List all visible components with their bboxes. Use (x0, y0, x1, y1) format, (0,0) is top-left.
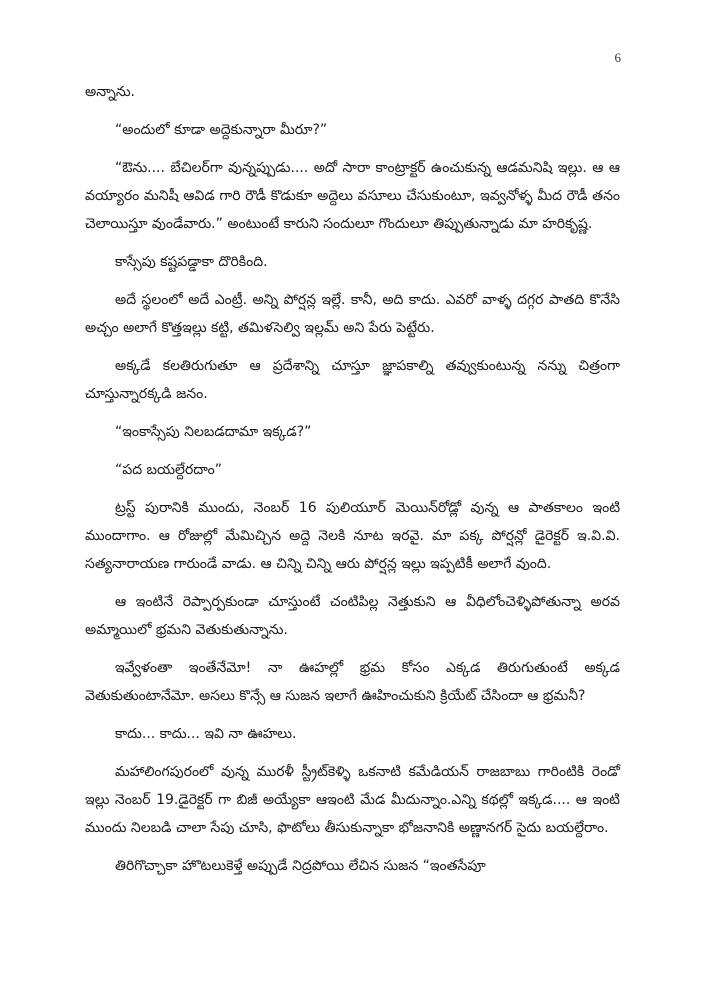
paragraph: మహాలింగపురంలో వున్న మురళీ స్ట్రీట్‌కెళ్ళి ఒకనాటి కమేడియన్ రాజబాబు గారింటికి రెండో ఇల్లు నెంబర్ 19.డైరెక్టర్ గా బిజీ అయ్యేకా ఆఇంటి మేడ మీదున్నాం.ఎన్ని కథల్లో ఇక్కడ.... ఆ ఇంటి ముందు నిలబడి చాలా సేపు చూసి, ఫొటోలు తీసుకున్నాకా భోజనానికి అణ్ణానగర్ సైదు బయల్దేరాం. (85, 764, 620, 836)
paragraph: అన్నాను. (85, 84, 135, 100)
paragraph: ట్రస్ట్ పురానికి ముందు, నెంబర్ 16 పులియూర్ మెయిన్‌రోడ్లో వున్న ఆ పాతకాలం ఇంటి ముందాగాం. ఆ రోజుల్లో మేమిచ్చిన అద్దె నెలకి నూట ఇరవై. మా పక్క పోర్షన్లో డైరెక్టర్ ఇ.వి.వి. సత్యనారాయణ గారుండే వాడు. ఆ చిన్ని చిన్ని ఆరు పోర్షన్ల ఇల్లు ఇప్పటికీ అలాగే వుంది. (85, 500, 620, 572)
body-text (85, 78, 620, 890)
paragraph: “ఔను.... బేచిలర్‌గా వున్నప్పుడు.... అదో సారా కాంట్రాక్టర్ ఉంచుకున్న ఆడమనిషి ఇల్లు. ఆ ఆ వయ్యారం మనిషీ ఆవిడ గారి రౌడీ కొడుకూ అద్దెలు వసూలు చేసుకుంటూ, ఇవ్వనోళ్ళ మీద రౌడీ తనం చెలాయిస్తూ వుండేవారు.” అంటుంటే కారుని సందులూ గొందులూ తిప్పుతున్నాడు మా హరికృష్ణ. (85, 160, 620, 232)
paragraph: తిరిగొచ్చాకా హొటలుకెళ్తే అప్పుడే నిద్రపోయి లేచిన సుజన “ఇంతసేపూ (115, 858, 486, 874)
page-number: 6 (614, 50, 621, 65)
paragraph: అదే స్థలంలో అదే ఎంట్రీ. అన్ని పోర్షన్ల ఇల్లే. కానీ, అది కాదు. ఎవరో వాళ్ళ దగ్గర పాతది కొనేసి అచ్చం అలాగే కొత్తఇల్లు కట్టి, తమిళసెల్వి ఇల్లమ్ అని పేరు పెట్టేరు. (85, 292, 620, 336)
paragraph: కాస్సేపు కష్టపడ్డాకా దొరికింది. (115, 254, 268, 270)
paragraph: ఆ ఇంటినే రెప్పార్పకుండా చూస్తుంటే చంటిపిల్ల నెత్తుకుని ఆ వీధిలోంచెళ్ళిపోతున్నా అరవ అమ్మాయిలో భ్రమని వెతుకుతున్నాను. (85, 594, 620, 638)
paragraph: అక్కడే కలతిరుగుతూ ఆ ప్రదేశాన్ని చూస్తూ జ్ఞాపకాల్ని తవ్వుకుంటున్న నన్ను చిత్రంగా చూస్తున్నారక్కడి జనం. (85, 358, 620, 402)
paragraph: ఇవ్వేళంతా ఇంతేనేమో! నా ఊహల్లో భ్రమ కోసం ఎక్కడ తిరుగుతుంటే అక్కడ వెతుకుతుంటానేమో. అసలు కొన్సే ఆ సుజన ఇలాగే ఊహించుకుని క్రియేట్ చేసిందా ఆ భ్రమనీ? (85, 660, 620, 704)
paragraph: “అందులో కూడా అద్దెకున్నారా మీరూ?” (115, 122, 328, 138)
paragraph: కాదు... కాదు... ఇవి నా ఊహలు. (115, 726, 297, 742)
paragraph: “పద బయల్దేరదాం” (115, 462, 223, 478)
paragraph: “ఇంకాస్సేపు నిలబడదామా ఇక్కడ?” (115, 424, 312, 440)
